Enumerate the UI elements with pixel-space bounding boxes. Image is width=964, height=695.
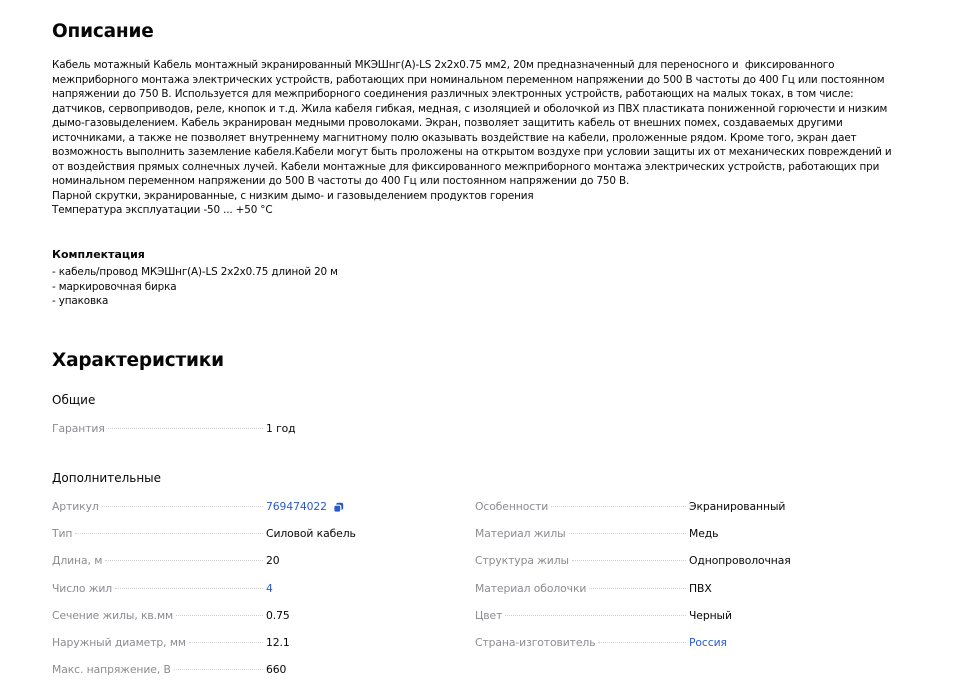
spec-label: Число жил — [52, 582, 113, 595]
dotted-leader — [505, 615, 686, 616]
dotted-leader — [572, 560, 686, 561]
dotted-leader — [569, 533, 686, 534]
spec-label: Макс. напряжение, В — [52, 663, 171, 676]
dotted-leader — [105, 560, 263, 561]
spec-label: Сечение жилы, кв.мм — [52, 609, 174, 622]
dotted-leader — [115, 588, 263, 589]
spec-value: 660 — [266, 663, 287, 676]
kit-item: - кабель/провод МКЭШнг(А)-LS 2х2х0.75 длиной 20 м — [52, 266, 338, 278]
dotted-leader — [176, 615, 263, 616]
spec-row-max-voltage — [52, 663, 286, 679]
spec-row-outer-diameter — [52, 636, 290, 652]
dotted-leader — [102, 506, 263, 507]
spec-value-link[interactable]: 4 — [266, 582, 273, 595]
dotted-leader — [174, 669, 263, 670]
spec-row-sheath-material — [475, 582, 712, 598]
spec-row-color — [475, 609, 732, 625]
spec-value: Однопроволочная — [689, 554, 791, 567]
spec-label: Особенности — [475, 500, 549, 513]
description-paragraph: Парной скрутки, экранированные, с низким дымо- и газовыделением продуктов горения — [52, 189, 534, 202]
copy-icon[interactable] — [333, 502, 344, 513]
spec-row-sku — [52, 500, 344, 516]
dotted-leader — [108, 428, 263, 429]
spec-row-type — [52, 527, 356, 543]
spec-label: Цвет — [475, 609, 503, 622]
spec-value: Черный — [689, 609, 732, 622]
spec-value: 20 — [266, 554, 280, 567]
spec-row-cores — [52, 582, 273, 598]
spec-value: 1 год — [266, 422, 296, 435]
spec-label: Артикул — [52, 500, 99, 513]
sku-value[interactable]: 769474022 — [266, 500, 327, 513]
spec-row-warranty — [52, 422, 296, 438]
kit-item: - маркировочная бирка — [52, 280, 177, 293]
dotted-leader — [189, 642, 263, 643]
spec-label: Материал жилы — [475, 527, 566, 540]
dotted-leader — [75, 533, 263, 534]
spec-row-core-material — [475, 527, 718, 543]
spec-row-features — [475, 500, 785, 516]
spec-label: Длина, м — [52, 554, 103, 567]
spec-value: 12.1 — [266, 636, 290, 649]
spec-row-core-structure — [475, 554, 791, 570]
dotted-leader — [598, 642, 686, 643]
spec-value: Медь — [689, 527, 719, 540]
spec-value: Экранированный — [689, 500, 786, 513]
characteristics-title: Характеристики — [52, 350, 224, 371]
spec-value: Силовой кабель — [266, 527, 356, 540]
kit-list — [52, 265, 338, 309]
description-paragraph: Кабель мотажный Кабель монтажный экранированный МКЭШнг(A)-LS 2х2х0.75 мм2, 20м предназначенный для переносного и фиксированного межприборного монтажа электрических устройств, работающих при номинальном переменном напряжении до 500 В частоты до 400 Гц или постоянном напряжении до 750 В. Используется для межприборного соединения различных электронных устройств, работающих на малых токах, в том числе: датчиков, сервоприводов, реле, кнопок и т.д. Жила кабеля гибкая, медная, с изоляцией и оболочкой из ПВХ пластиката пониженной горючести и низким дымо-газовыделением. Кабель экранирован медными проволоками. Экран, позволяет защитить кабель от внешних помех, создаваемых другими источниками, а также не позволяет внутреннему магнитному полю оказывать воздействие на кабели, проложенные рядом. Кроме того, экран дает возможность выполнить заземление кабеля.Кабели могут быть проложены на открытом воздухе при условии защиты их от механических повреждений и от воздействия прямых солнечных лучей. Кабели монтажные для фиксированного межприборного монтажа электрических устройств, работающих при номинальном переменном напряжении до 500 В частоты до 400 Гц или постоянном напряжении до 750 В. — [52, 59, 895, 187]
dotted-leader — [589, 588, 686, 589]
spec-label: Страна-изготовитель — [475, 636, 596, 649]
description-text — [52, 58, 895, 218]
description-title: Описание — [52, 21, 154, 42]
general-group-title: Общие — [52, 393, 96, 407]
spec-label: Материал оболочки — [475, 582, 587, 595]
additional-group-title: Дополнительные — [52, 471, 162, 485]
spec-label: Структура жилы — [475, 554, 569, 567]
spec-value-link[interactable]: Россия — [689, 636, 727, 649]
spec-row-length — [52, 554, 280, 570]
kit-item: - упаковка — [52, 295, 109, 307]
spec-label: Наружный диаметр, мм — [52, 636, 186, 649]
spec-row-cross-section — [52, 609, 290, 625]
spec-value: 0.75 — [266, 609, 290, 622]
spec-label: Гарантия — [52, 422, 105, 435]
description-paragraph: Температура эксплуатации -50 ... +50 °C — [52, 204, 273, 216]
spec-row-country — [475, 636, 727, 652]
kit-title: Комплектация — [52, 248, 145, 261]
spec-value: ПВХ — [689, 582, 712, 595]
dotted-leader — [551, 506, 686, 507]
spec-label: Тип — [52, 527, 73, 540]
